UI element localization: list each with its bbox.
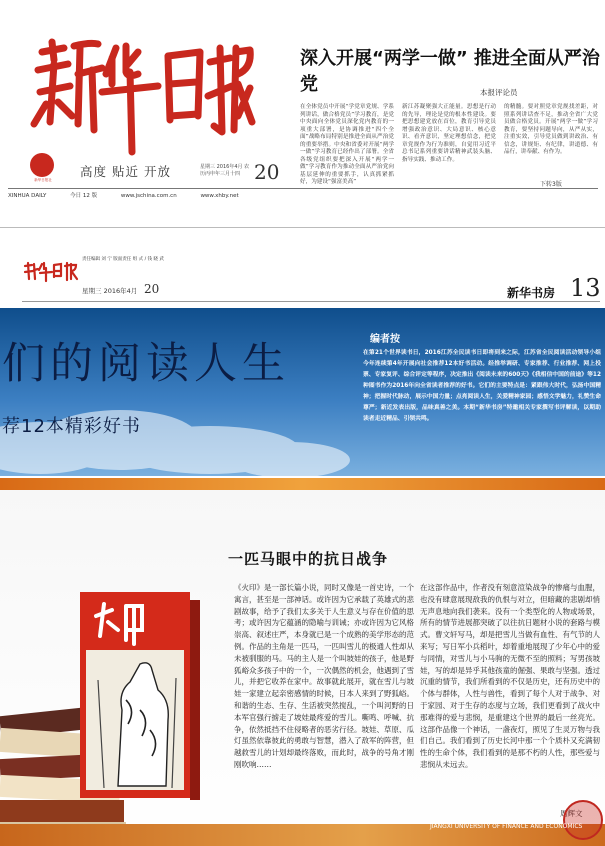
seal-caption: 新华日报社 [34,178,52,182]
xinhua-daily-masthead-logo [24,12,254,162]
section-page-header [22,256,600,302]
article-headline: 一匹马眼中的抗日战争 [228,550,389,568]
small-masthead-logo [22,260,78,282]
section-name: 新华书房 [507,286,556,300]
footer-link[interactable]: www.jschina.com.cn [120,193,177,199]
editorial-byline: 本报评论员 [480,88,518,97]
masthead-tagline: 高度 贴近 开放 [80,164,171,179]
editor-note-heading: 编者按 [370,334,400,345]
calligraphy-masthead [24,12,254,162]
section-issue-number: 20 [144,282,160,296]
book-review-article [0,490,605,846]
continued-on-page-note: 下转3版 [540,181,562,188]
issue-number: 20 [254,160,280,184]
banner-subtitle: 荐12本精彩好书 [2,416,141,437]
editorial-column-3: 的精髓。要对照党章党规找差距，对照系列讲话查不足，推动全省广大党员做合格党员。开展“两学一做”学习教育，要坚持问题导向，从严从实，注重实效，引导党员做到讲政治、有信念，讲规矩、有纪律，讲道德、有品行，讲奉献、有作为。 [504,104,598,155]
section-editor-credits: 责任编辑 刘 宁 版面责任 组 式 / 钱 晓 武 [82,257,164,262]
footer-item: 今日 12 版 [70,193,98,199]
newspaper-seal-icon [30,153,54,177]
section-page-number: 13 [570,274,601,302]
orange-divider-band [0,478,605,490]
article-column-1: 《火印》是一部长篇小说，同时又像是一首史诗，一个寓言，甚至是一部神话。或许因为它承载了英雄式的悲剧故事，给予了我们太多关于人生意义与存在价值的思考；或许因为它蕴涵的隐喻与训诫；亦或许因为它风格崇高、叙述庄严，本身就已是一个成熟的美学形态的范例。作品的主角是一匹马，一匹叫雪儿的极通人性却从未被驯服的马。马的主人是一个叫坡娃的孩子，他是野狐峪众多孩子中的一个，一次偶然的机会，他遇到了雪儿，并把它收养在家中。故事就此展开，就在雪儿与坡娃一家建立起亲密感情的时候，日本人来到了野狐峪。和谐的生态、生存、生活被突然搅乱，一个叫河野的日本军官强行掳走了坡娃最疼爱的雪儿。嘶鸣、呼喊、抗争，依然抵挡不住侵略者的恶劣行径。坡娃、草原、瓜灯虽然依靠彼此的勇敢与智慧，潜入了敌军的阵营，但越救雪儿的计划却最终落败，而此时，战争的号角才刚刚吹响…… [234,583,414,769]
editorial-headline: 深入开展“两学一做” 推进全面从严治党 [300,48,600,95]
footer-link[interactable]: www.xhby.net [200,193,239,199]
article-author: 周辉文 [560,809,583,818]
reading-life-banner [0,308,605,476]
article-column-2: 在这部作品中，作者没有刻意渲染战争的惨痛与血腥，也没有肆意展现敌我的仇恨与对立，但暗藏的悲剧却悄无声息地向我们袭来。没有一个类型化的人物或场景，所有的情节进展都突破了以往抗日题材小说的套路与模式。曹文轩写马，却是把雪儿当做有血性、有气节的人来写；写日军小兵稻叶，却着重地展现了少年心中的爱与同情，对雪儿与小马驹的无微不至的照料；写男孩坡娃，写的却是异乎其他孩童的倔强、果敢与坚强。透过沉重的情节，我们所看到的不仅是历史，还有历史中的个体与群体，人性与兽性，看到了每个人对于战争、对于家园、对于生存的态度与立场，我们更看到了战火中那难得的爱与悲悯，是重建这个世界的最后一丝亮光。这部作品像一个神话，一盏夜灯，照见了生灵万物与我们自己。我们看到了历史长河中那一个个质朴又充满韧性的生命个体，我们看到的是那不朽的人性，那些爱与悲悯从未远去。 [420,583,600,769]
footer-item: XINHUA DAILY [8,193,47,199]
section-date: 星期三 2016年4月 [82,287,138,295]
banner-title: 们的阅读人生 [2,339,290,389]
book-cover-huoyin-image [0,560,230,846]
front-page-clipping [0,0,605,228]
editor-note-body: 在第21个世界读书日，2016江苏全民读书日即将到来之际，江苏省全民阅读活动领导小组今年连续第4年开展向社会推荐12本好书活动。经推举调研、专家推荐、行业推荐、网上投票、专家复评、综合评定等程序，决定推出《阅读未来的600天》《我相信中国的前途》等12种图书作为2016年向全省读者推荐的好书。它们的主要特点是：紧跟伟大时代，弘扬中国精神；把握时代脉动，展示中国力量；点亮阅读人生，关爱精神家园；感悟文学魅力，礼赞生命尊严；新近发表出版，品味真善之美。本期“新华书房”特邀相关专家撰写书评解读，以期助读者走近精品、引领共鸣。 [363,350,601,422]
issue-date-info: 星期三 2016年4月 农历丙申年三月十四 [200,164,250,177]
university-seal-watermark-icon [563,800,603,840]
editorial-column-2: 新江苏凝聚强大正能量。思想是行动的先导，理论是党的根本性建设。要把思想建党放在首位，教育引导党员增强政治意识、大局意识、核心意识、看齐意识，坚定理想信念，把党章党规作为行为准则，自觉用习近平总书记系列重要讲话精神武装头脑、指导实践、推动工作。 [402,104,496,163]
front-page-footer [8,188,598,199]
editorial-column-1: 在全体党员中开展“学党章党规、学系列讲话，做合格党员”学习教育，是党中央面向全体党员深化党内教育的一项重大部署，是协调推进“四个全面”战略布局特别是推进全面从严治党的重要举措。中央和省委对开展“两学一做”学习教育已经作出了部署。全省各级党组织要把深入开展“两学一做”学习教育作为推动全面从严治党向基层延伸的重要抓手，认真抓紧抓好，为建设“强富美高” [300,104,394,185]
university-watermark-text: JIANGXI UNIVERSITY OF FINANCE AND ECONOMICS [430,823,583,830]
